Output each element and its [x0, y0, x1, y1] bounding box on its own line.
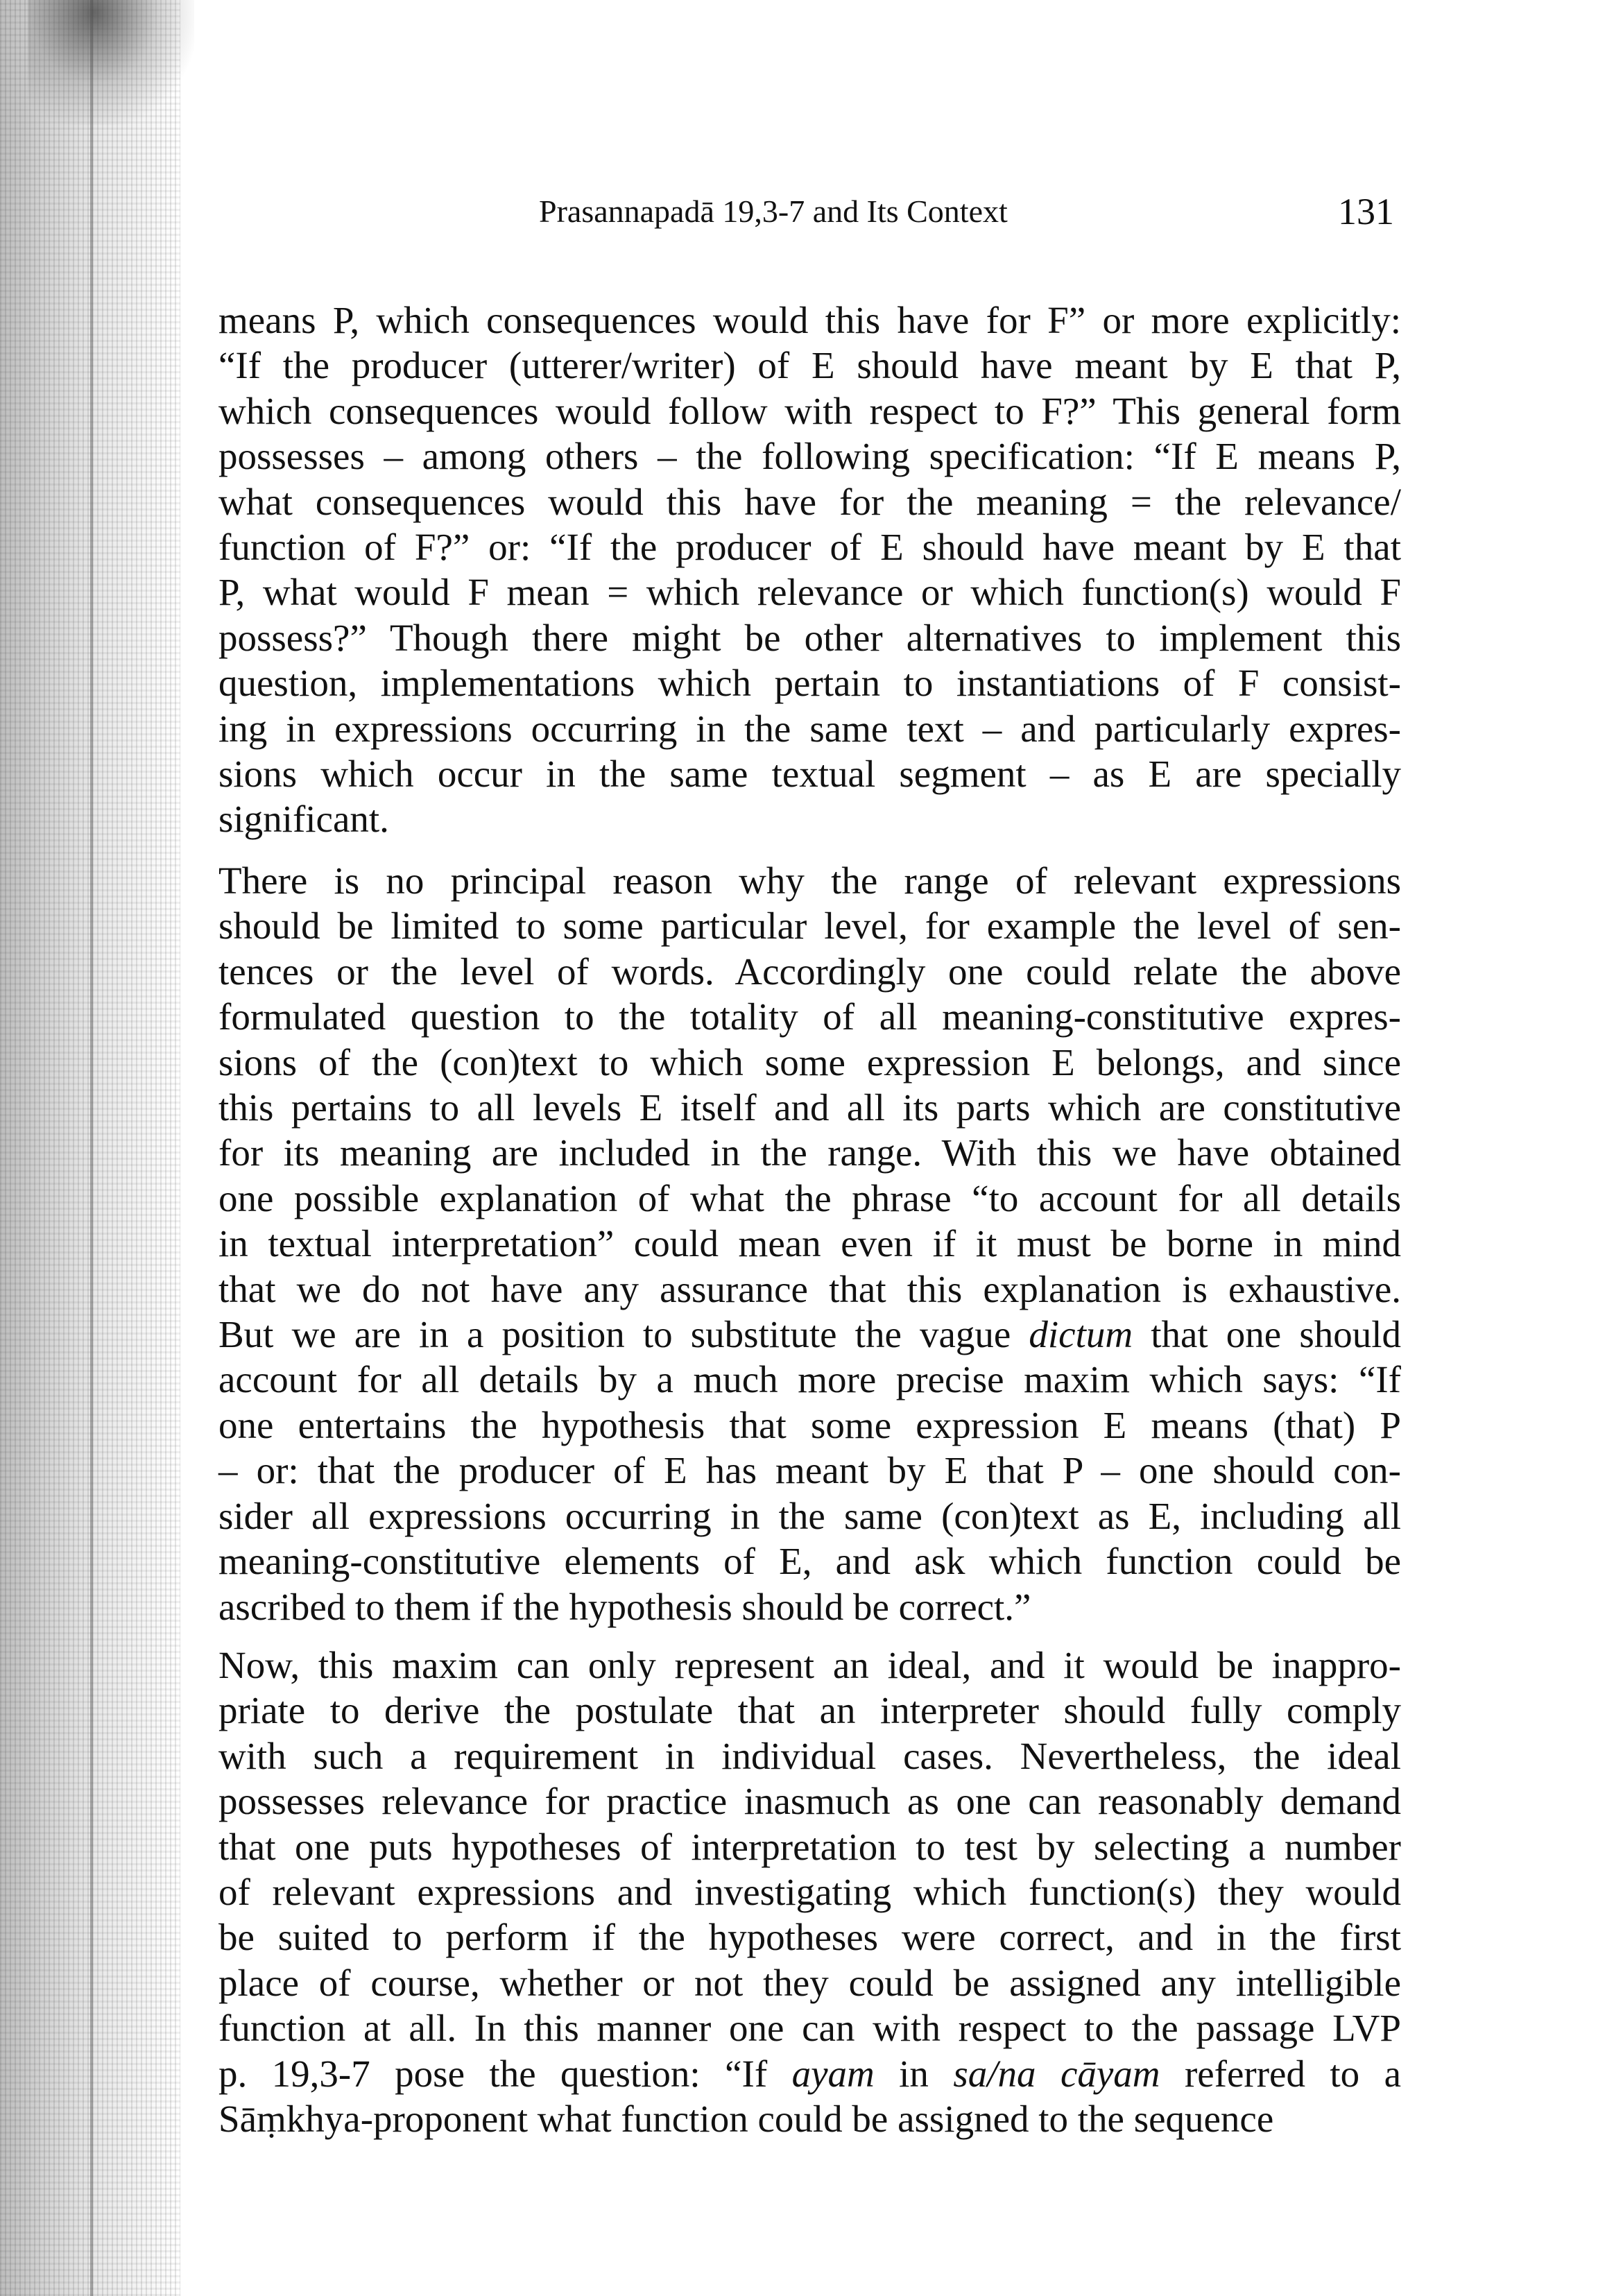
- italic-term: sa/na cāyam: [953, 2052, 1160, 2095]
- text-line: [218, 1688, 1401, 1733]
- text-line: [218, 858, 1401, 903]
- text-line: [218, 1448, 1401, 1493]
- text-line: [218, 751, 1401, 796]
- line-text: ascribed to them if the hypothesis should be correct.”: [218, 1585, 1031, 1628]
- text-line: [218, 706, 1401, 751]
- text-segment: that one should: [1133, 1313, 1402, 1356]
- line-text: question, implementations which pertain to instantiations of F consist-: [218, 662, 1401, 705]
- line-text: – or: that the producer of E has meant by E that P – one should con-: [218, 1449, 1401, 1492]
- text-line: [218, 1493, 1401, 1539]
- italic-term: dictum: [1029, 1313, 1133, 1356]
- text-line: [218, 660, 1401, 705]
- text-line: [218, 1267, 1401, 1312]
- text-line: [218, 1221, 1401, 1266]
- scan-shadow-corner: [28, 0, 194, 125]
- line-text: “If the producer (utterer/writer) of E should have meant by E that P,: [218, 344, 1401, 387]
- text-line: [218, 994, 1401, 1039]
- binding-gutter-line: [90, 0, 93, 2296]
- line-text: what consequences would this have for the meaning = the relevance/: [218, 480, 1401, 523]
- text-line: [218, 434, 1401, 479]
- line-text: this pertains to all levels E itself and all its parts which are constitutive: [218, 1086, 1401, 1129]
- text-line: [218, 479, 1401, 524]
- text-line: [218, 343, 1401, 388]
- line-text: one entertains the hypothesis that some expression E means (that) P: [218, 1403, 1401, 1446]
- line-text: meaning-constitutive elements of E, and ask which function could be: [218, 1540, 1401, 1583]
- line-text: possess?” Though there might be other alternatives to implement this: [218, 616, 1401, 659]
- line-text: priate to derive the postulate that an interpreter should fully comply: [218, 1689, 1401, 1732]
- text-line: [218, 1040, 1401, 1085]
- text-segment: But we are in a position to substitute the vague: [218, 1313, 1029, 1356]
- running-head: [218, 189, 1401, 234]
- line-text: formulated question to the totality of all meaning-constitutive expres-: [218, 995, 1401, 1038]
- text-line: [218, 524, 1401, 569]
- line-text: significant.: [218, 798, 389, 841]
- line-text: one possible explanation of what the phrase “to account for all details: [218, 1176, 1401, 1219]
- text-line: [218, 2051, 1401, 2096]
- line-text: should be limited to some particular level, for example the level of sen-: [218, 905, 1401, 948]
- text-line: [218, 388, 1401, 434]
- paragraph-1: [218, 298, 1401, 842]
- line-text: place of course, whether or not they could be assigned any intelligible: [218, 1961, 1401, 2004]
- line-text: ing in expressions occurring in the same text – and particularly expres-: [218, 707, 1401, 750]
- text-line: [218, 1357, 1401, 1402]
- line-text: function of F?” or: “If the producer of E should have meant by E that: [218, 526, 1401, 569]
- text-line: [218, 903, 1401, 948]
- line-text: that one puts hypotheses of interpretation to test by selecting a number: [218, 1825, 1401, 1868]
- text-line: [218, 1643, 1401, 1688]
- text-segment: referred to a: [1160, 2052, 1401, 2095]
- line-text: which consequences would follow with respect to F?” This general form: [218, 389, 1401, 432]
- text-line: [218, 1733, 1401, 1779]
- line-text: P, what would F mean = which relevance or which function(s) would F: [218, 571, 1401, 614]
- line-text: that we do not have any assurance that this explanation is exhaustive.: [218, 1267, 1401, 1310]
- line-text: [218, 2053, 1401, 2095]
- text-line: [218, 1584, 1401, 1629]
- line-text: in textual interpretation” could mean even if it must be borne in mind: [218, 1222, 1401, 1265]
- text-line: [218, 1779, 1401, 1824]
- text-line: [218, 949, 1401, 994]
- line-text: with such a requirement in individual cases. Nevertheless, the ideal: [218, 1734, 1401, 1777]
- text-line: [218, 796, 1401, 841]
- text-line: [218, 615, 1401, 660]
- text-line: [218, 298, 1401, 343]
- page-number: 131: [1338, 191, 1394, 232]
- paragraph-3: [218, 1643, 1401, 2141]
- line-text: function at all. In this manner one can with respect to the passage LVP: [218, 2007, 1401, 2050]
- line-text: tences or the level of words. Accordingly one could relate the above: [218, 950, 1401, 993]
- line-text: sions which occur in the same textual segment – as E are specially: [218, 753, 1401, 796]
- text-line: [218, 2096, 1401, 2141]
- line-text: possesses relevance for practice inasmuch as one can reasonably demand: [218, 1780, 1401, 1823]
- text-line: [218, 569, 1401, 615]
- text-segment: p. 19,3-7 pose the question: “If: [218, 2052, 792, 2095]
- line-text: for its meaning are included in the range. With this we have obtained: [218, 1131, 1401, 1174]
- line-text: of relevant expressions and investigating which function(s) they would: [218, 1871, 1401, 1914]
- line-text: sider all expressions occurring in the same (con)text as E, including all: [218, 1494, 1401, 1537]
- text-line: [218, 1312, 1401, 1357]
- text-line: [218, 1176, 1401, 1221]
- text-line: [218, 1130, 1401, 1175]
- line-text: account for all details by a much more precise maxim which says: “If: [218, 1358, 1401, 1401]
- paragraph-2: [218, 858, 1401, 1629]
- running-title: Prasannapadā 19,3-7 and Its Context: [539, 194, 1008, 229]
- text-segment: in: [874, 2052, 954, 2095]
- italic-term: ayam: [791, 2052, 875, 2095]
- line-text: Sāṃkhya-proponent what function could be assigned to the sequence: [218, 2098, 1274, 2141]
- text-line: [218, 2005, 1401, 2050]
- text-line: [218, 1539, 1401, 1584]
- text-line: [218, 1914, 1401, 1960]
- text-line: [218, 1869, 1401, 1914]
- text-line: [218, 1824, 1401, 1869]
- line-text: [218, 1313, 1401, 1355]
- line-text: There is no principal reason why the range of relevant expressions: [218, 859, 1401, 902]
- line-text: possesses – among others – the following specification: “If E means P,: [218, 435, 1401, 478]
- line-text: Now, this maxim can only represent an ideal, and it would be inappro-: [218, 1644, 1401, 1686]
- line-text: be suited to perform if the hypotheses were correct, and in the first: [218, 1916, 1401, 1959]
- text-line: [218, 1960, 1401, 2005]
- text-line: [218, 1403, 1401, 1448]
- text-line: [218, 1085, 1401, 1130]
- line-text: sions of the (con)text to which some expression E belongs, and since: [218, 1040, 1401, 1083]
- line-text: means P, which consequences would this have for F” or more explicitly:: [218, 299, 1401, 341]
